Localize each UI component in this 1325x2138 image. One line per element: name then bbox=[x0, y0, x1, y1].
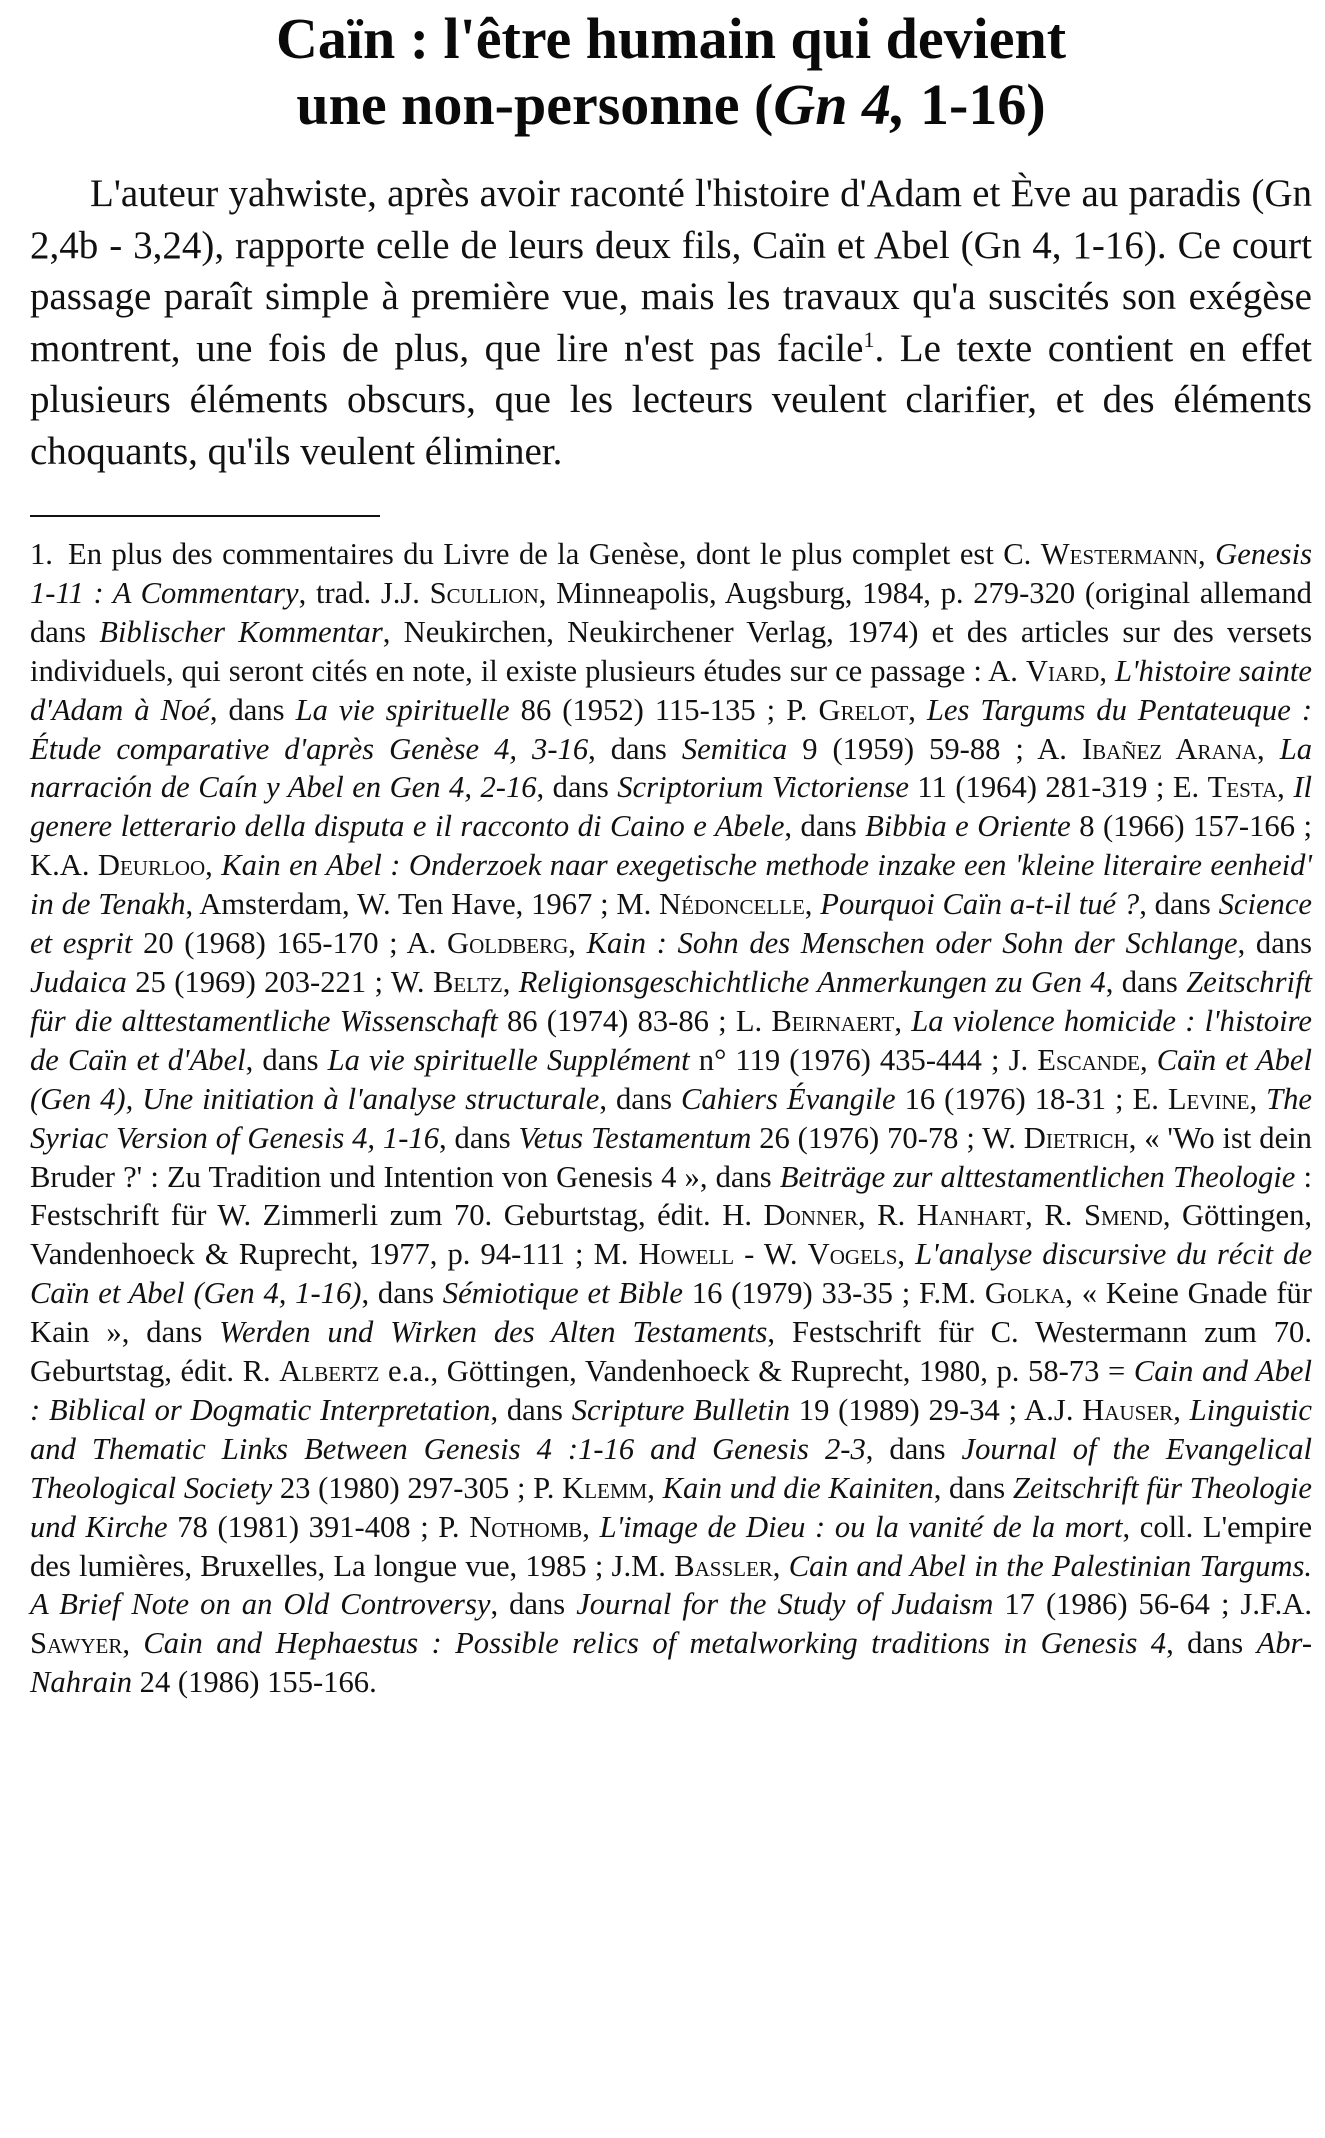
footnote-title: Les Targums du Pentateuque : Étude comparative d'après Genèse 4, 3-16 bbox=[30, 692, 1313, 766]
footnote-title: Journal of the Evangelical Theological Society bbox=[30, 1431, 1313, 1505]
footnote-text: , Amsterdam, W. Ten Have, 1967 ; M. bbox=[185, 887, 660, 922]
footnote-title: Cahiers Évangile bbox=[681, 1081, 896, 1116]
footnote-author: Escande bbox=[1037, 1042, 1140, 1077]
footnote-title: Kain en Abel : Onderzoek naar exegetische methode inzake een 'kleine literaire eenheid' in de Tenakh bbox=[30, 848, 1312, 922]
footnote-author: Levine bbox=[1167, 1081, 1250, 1116]
footnote-author: Grelot bbox=[818, 692, 909, 727]
footnote-text: n° 119 (1976) 435-444 ; J. bbox=[689, 1042, 1038, 1077]
footnote-text: 86 (1952) 115-135 ; P. bbox=[509, 692, 819, 727]
footnote-title: L'analyse discursive du récit de Caïn et Abel (Gen 4, 1-16) bbox=[30, 1237, 1313, 1311]
footnote-author: Nothomb bbox=[469, 1509, 583, 1544]
footnote-number: 1. bbox=[30, 537, 53, 571]
footnote-text: , dans bbox=[865, 1431, 962, 1466]
footnote-title: Sémiotique et Bible bbox=[442, 1276, 683, 1311]
footnote-title: Il genere letterario della disputa e il racconto di Caino e Abele bbox=[30, 770, 1313, 844]
body-paragraph bbox=[30, 168, 1312, 477]
footnote-text: , bbox=[205, 848, 222, 883]
body-text-part-1: L'auteur yahwiste, après avoir raconté l'histoire d'Adam et Ève au paradis (Gn 2,4b - 3,24), rapporte celle de leurs deux fils, Caïn et Abel (Gn 4, 1-16). Ce court passage paraît simple à première vue, mais les travaux qu'a suscités son exégèse montrent, une fois de plus, que lire n'est pas facile bbox=[30, 172, 1312, 370]
footnote-title: La vie spirituelle bbox=[295, 692, 510, 727]
footnote-title: Vetus Testamentum bbox=[518, 1120, 752, 1155]
footnote-text: , bbox=[1257, 731, 1280, 766]
footnote-author: Viard bbox=[1025, 653, 1100, 688]
footnote-text: 17 (1986) 56-64 ; J.F.A. bbox=[993, 1587, 1312, 1622]
footnote-text: , R. bbox=[857, 1198, 917, 1233]
footnote-text: 24 (1986) 155-166. bbox=[132, 1665, 377, 1700]
footnote-text: 19 (1989) 29-34 ; A.J. bbox=[790, 1392, 1083, 1427]
footnote-author: Nédoncelle bbox=[659, 887, 805, 922]
footnote-text: , « 'Wo ist dein Bruder ?' : Zu Tradition und Intention von Genesis 4 », dans bbox=[30, 1120, 1312, 1194]
footnote-author: Golka bbox=[984, 1276, 1066, 1311]
footnote-text: , bbox=[1173, 1392, 1190, 1427]
footnote-text: , R. bbox=[1025, 1198, 1084, 1233]
footnote-title: Semitica bbox=[681, 731, 788, 766]
footnote-text: , dans bbox=[1139, 887, 1219, 922]
footnote-title: La narración de Caín y Abel en Gen 4, 2-16 bbox=[30, 731, 1312, 805]
footnote-text: 8 (1966) 157-166 ; K.A. bbox=[30, 809, 1312, 883]
footnote-title: Cain and Abel in the Palestinian Targums. A Brief Note on an Old Controversy bbox=[30, 1548, 1313, 1622]
footnote-author: Donner bbox=[763, 1198, 858, 1233]
title-line-2-italic: Gn 4, bbox=[773, 72, 906, 137]
footnote-author: Smend bbox=[1083, 1198, 1163, 1233]
footnote-title: L'histoire sainte d'Adam à Noé bbox=[30, 653, 1312, 727]
footnote-title: The Syriac Version of Genesis 4, 1-16 bbox=[30, 1081, 1313, 1155]
footnote-text: , dans bbox=[245, 1042, 328, 1077]
footnote-title: Linguistic and Thematic Links Between Genesis 4 :1-16 and Genesis 2-3 bbox=[30, 1392, 1312, 1466]
footnote-text: , bbox=[897, 1237, 916, 1272]
footnote-title: La vie spirituelle Supplément bbox=[327, 1042, 690, 1077]
footnote-author: Hanhart bbox=[916, 1198, 1026, 1233]
footnote-text: 23 (1980) 297-305 ; P. bbox=[272, 1470, 563, 1505]
footnote-author: Hauser bbox=[1082, 1392, 1174, 1427]
footnote-text: , dans bbox=[490, 1392, 572, 1427]
footnote-author: Scullion bbox=[429, 575, 539, 610]
footnote-text: , bbox=[568, 926, 587, 961]
footnote-text: , Göttingen, Vandenhoeck & Ruprecht, 1977, p. 94-111 ; M. bbox=[30, 1198, 1313, 1272]
footnote-author: Bassler bbox=[674, 1548, 773, 1583]
footnote-text: : Festschrift für W. Zimmerli zum 70. Geburtstag, édit. H. bbox=[30, 1159, 1312, 1233]
footnote-text: 86 (1974) 83-86 ; L. bbox=[497, 1003, 772, 1038]
footnote-title: Caïn et Abel (Gen 4), Une initiation à l'analyse structurale bbox=[30, 1042, 1313, 1116]
footnote-text: , bbox=[1198, 537, 1216, 571]
footnote-text: e.a., Göttingen, Vandenhoeck & Ruprecht, 1980, p. 58-73 = bbox=[379, 1354, 1134, 1389]
footnote-text: 11 (1964) 281-319 ; E. bbox=[908, 770, 1208, 805]
footnote-title: Cain and Hephaestus : Possible relics of metalworking traditions in Genesis 4 bbox=[143, 1626, 1167, 1661]
footnote-text: , dans bbox=[588, 731, 682, 766]
title-line-2-end: 1-16) bbox=[905, 72, 1046, 137]
footnote-text: , dans bbox=[784, 809, 866, 844]
footnote-title: Religionsgeschichtliche Anmerkungen zu Gen 4 bbox=[518, 964, 1106, 999]
footnote-author: Beirnaert bbox=[771, 1003, 895, 1038]
footnote-author: Westermann bbox=[1040, 537, 1199, 571]
footnote-title: Werden und Wirken des Alten Testaments bbox=[219, 1315, 768, 1350]
footnote-author: Ibañez Arana bbox=[1081, 731, 1258, 766]
footnote-title: Kain und die Kainiten bbox=[662, 1470, 934, 1505]
footnote-text: , dans bbox=[490, 1587, 577, 1622]
footnote-title: Zeitschrift für die alttestamentliche Wissenschaft bbox=[30, 964, 1312, 1038]
footnote-author: Dietrich bbox=[1023, 1120, 1129, 1155]
footnote-text: , dans bbox=[1237, 926, 1312, 961]
footnote-author: Albertz bbox=[279, 1354, 380, 1389]
footnote-text: , dans bbox=[536, 770, 618, 805]
footnote-text: , bbox=[647, 1470, 663, 1505]
footnote-title: Genesis 1-11 : A Commentary bbox=[30, 537, 1312, 610]
footnote-text: , bbox=[1139, 1042, 1157, 1077]
footnote-text: , dans bbox=[933, 1470, 1013, 1505]
footnote-text: , Festschrift für C. Westermann zum 70. Geburtstag, édit. R. bbox=[30, 1315, 1312, 1389]
footnote bbox=[30, 535, 1312, 1702]
footnote-text: En plus des commentaires du Livre de la Genèse, dont le plus complet est C. bbox=[68, 537, 1041, 571]
footnote-text: , bbox=[122, 1626, 144, 1661]
footnote-text: , dans bbox=[1166, 1626, 1257, 1661]
footnote-text: , bbox=[804, 887, 821, 922]
footnote-text: , bbox=[582, 1509, 600, 1544]
footnote-text: , bbox=[772, 1548, 789, 1583]
footnote-author: Testa bbox=[1207, 770, 1278, 805]
footnote-text: , bbox=[1249, 1081, 1267, 1116]
footnote-text: , dans bbox=[361, 1276, 443, 1311]
footnote-text: , bbox=[502, 964, 519, 999]
footnote-title: Scriptorium Victoriense bbox=[617, 770, 909, 805]
footnote-title: Bibbia e Oriente bbox=[865, 809, 1071, 844]
document-page bbox=[30, 0, 1312, 1702]
footnote-title: Judaica bbox=[30, 964, 127, 999]
footnote-text: , dans bbox=[439, 1120, 519, 1155]
footnote-title: La violence homicide : l'histoire de Caïn et d'Abel bbox=[30, 1003, 1313, 1077]
footnote-text: , bbox=[1277, 770, 1294, 805]
footnote-text: , Neukirchen, Neukirchener Verlag, 1974) et des articles sur des versets individuels, qui seront cités en note, il existe plusieurs études sur ce passage : A. bbox=[30, 614, 1312, 688]
footnote-title: Cain and Abel : Biblical or Dogmatic Interpretation bbox=[30, 1354, 1312, 1427]
footnote-title: L'image de Dieu : ou la vanité de la mort bbox=[599, 1509, 1123, 1544]
footnote-title: Beiträge zur alttestamentlichen Theologie bbox=[779, 1159, 1296, 1194]
footnote-text: 26 (1976) 70-78 ; W. bbox=[751, 1120, 1024, 1155]
footnote-reference[interactable]: 1 bbox=[863, 326, 875, 352]
footnote-text: , bbox=[894, 1003, 912, 1038]
footnote-author: Vogels bbox=[807, 1237, 898, 1272]
footnote-author: Deurloo bbox=[97, 848, 206, 883]
title-line-1: Caïn : l'être humain qui devient bbox=[275, 6, 1067, 71]
title-line-2-start: une non-personne ( bbox=[296, 72, 774, 137]
footnote-title: Zeitschrift für Theologie und Kirche bbox=[30, 1470, 1313, 1544]
footnote-title: Kain : Sohn des Menschen oder Sohn der Schlange bbox=[586, 926, 1238, 961]
footnote-author: Howell bbox=[638, 1237, 735, 1272]
footnote-text: , « Keine Gnade für Kain », dans bbox=[30, 1276, 1312, 1350]
footnote-author: Sawyer bbox=[30, 1626, 123, 1661]
footnote-text: 16 (1976) 18-31 ; E. bbox=[895, 1081, 1168, 1116]
footnote-title: Biblischer Kommentar bbox=[99, 614, 383, 649]
footnote-separator bbox=[30, 515, 380, 517]
footnote-text: , bbox=[1099, 653, 1116, 688]
footnote-text: 20 (1968) 165-170 ; A. bbox=[132, 926, 447, 961]
title-line-2 bbox=[30, 72, 1312, 138]
footnote-title: Scripture Bulletin bbox=[571, 1392, 791, 1427]
footnote-author: Goldberg bbox=[447, 926, 569, 961]
footnote-author: Klemm bbox=[562, 1470, 648, 1505]
footnote-text: , coll. L'empire des lumières, Bruxelles, La longue vue, 1985 ; J.M. bbox=[30, 1509, 1313, 1583]
footnote-text: , dans bbox=[599, 1081, 682, 1116]
body-text-part-2: . Le texte contient en effet plusieurs éléments obscurs, que les lecteurs veulent clarifier, et des éléments choquants, qu'ils veulent éliminer. bbox=[30, 326, 1313, 473]
footnote-text: 25 (1969) 203-221 ; W. bbox=[126, 964, 433, 999]
chapter-title bbox=[30, 0, 1312, 138]
footnote-text: , Minneapolis, Augsburg, 1984, p. 279-320 (original allemand dans bbox=[30, 575, 1312, 649]
footnote-text: , bbox=[908, 692, 927, 727]
footnote-text: , dans bbox=[209, 692, 296, 727]
footnote-text: , dans bbox=[1105, 964, 1187, 999]
footnote-text: - W. bbox=[734, 1237, 808, 1272]
footnote-text: 16 (1979) 33-35 ; F.M. bbox=[682, 1276, 985, 1311]
footnote-title: Pourquoi Caïn a-t-il tué ? bbox=[820, 887, 1140, 922]
footnote-title: Science et esprit bbox=[30, 887, 1312, 961]
footnote-text: , trad. J.J. bbox=[298, 575, 430, 610]
footnote-title: Journal for the Study of Judaism bbox=[576, 1587, 994, 1622]
footnote-text: 9 (1959) 59-88 ; A. bbox=[787, 731, 1082, 766]
footnote-author: Beltz bbox=[432, 964, 503, 999]
footnote-text: 78 (1981) 391-408 ; P. bbox=[167, 1509, 470, 1544]
footnote-title: Abr-Nahrain bbox=[30, 1626, 1313, 1700]
